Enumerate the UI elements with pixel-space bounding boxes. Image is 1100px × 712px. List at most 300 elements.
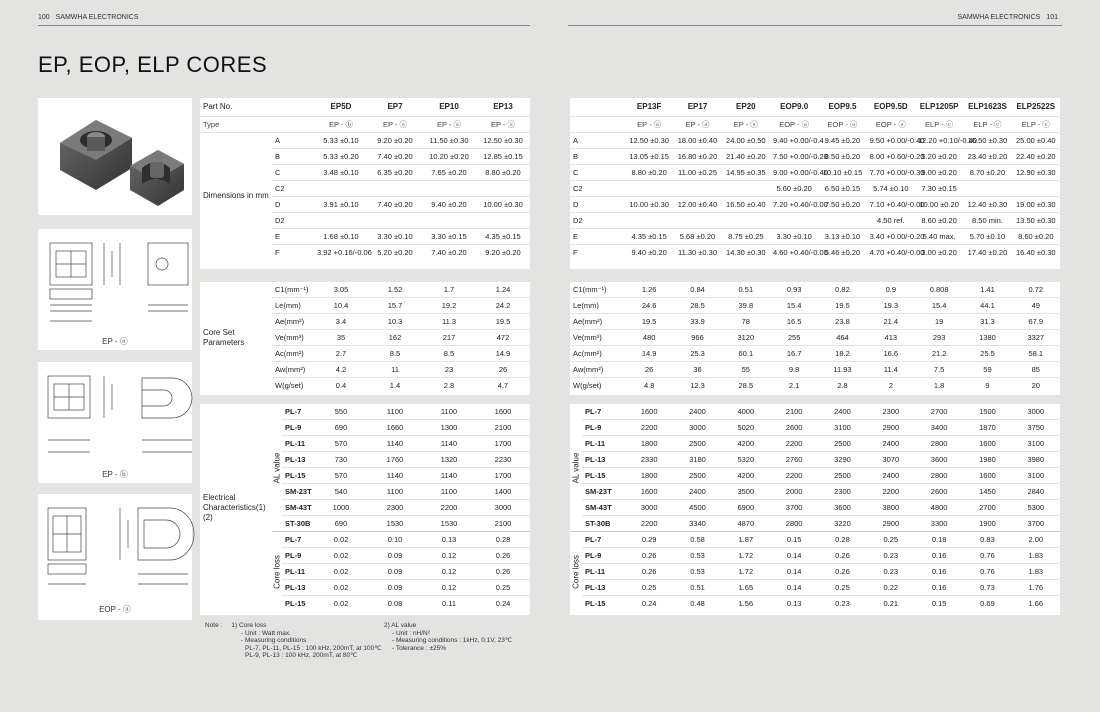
core-param-value: 15.4 xyxy=(915,298,963,314)
al-value: 2100 xyxy=(770,404,818,420)
dimension-value: 11.00 ±0.25 xyxy=(673,164,721,180)
al-value: 1400 xyxy=(476,484,530,500)
dimension-value: 5.74 ±0.10 xyxy=(867,180,915,196)
al-value: 3000 xyxy=(625,500,673,516)
core-param-value: 0.72 xyxy=(1012,282,1060,298)
core-param-row xyxy=(570,298,1060,314)
dimension-value: 12.20 +0.10/-0.40 xyxy=(915,132,963,148)
core-param-row xyxy=(570,362,1060,378)
dimension-value: 8.80 ±0.20 xyxy=(476,164,530,180)
dimension-value xyxy=(1012,180,1060,196)
core-loss-value: 2.00 xyxy=(1012,532,1060,548)
drawing-label-ep-a: EP - ⓐ xyxy=(102,337,128,346)
core-param-value: 19.5 xyxy=(818,298,866,314)
note1-line: PL-7, PL-11, PL-15 : 100 kHz, 200mT, at 100℃ xyxy=(245,644,382,652)
al-value: 570 xyxy=(314,468,368,484)
al-value: 1600 xyxy=(476,404,530,420)
core-loss-value: 0.02 xyxy=(314,564,368,580)
dimension-value: 3.30 ±0.10 xyxy=(368,228,422,244)
core-param-key: W(g/set) xyxy=(570,378,625,394)
core-loss-value: 0.02 xyxy=(314,596,368,612)
dimension-value xyxy=(818,212,866,228)
core-param-value: 7.5 xyxy=(915,362,963,378)
al-value: 3600 xyxy=(818,500,866,516)
core-loss-value: 0.25 xyxy=(625,580,673,596)
material-key: PL-9 xyxy=(582,420,625,436)
dimension-value: 7.20 +0.40/-0.00 xyxy=(770,196,818,212)
dimension-value: 7.70 +0.00/-0.30 xyxy=(867,164,915,180)
core-loss-value: 1.66 xyxy=(1012,596,1060,612)
dimension-value: 5.40 max. xyxy=(915,228,963,244)
dimension-value: 3.13 ±0.10 xyxy=(818,228,866,244)
core-param-value: 21.4 xyxy=(867,314,915,330)
al-value: 550 xyxy=(314,404,368,420)
core-param-value: 11.93 xyxy=(818,362,866,378)
part-name: EP13 xyxy=(493,102,513,112)
core-loss-value: 0.18 xyxy=(915,532,963,548)
al-value: 3500 xyxy=(722,484,770,500)
core-param-value: 0.9 xyxy=(867,282,915,298)
dimension-value xyxy=(673,180,721,196)
core-loss-value: 0.73 xyxy=(963,580,1011,596)
material-key: PL-15 xyxy=(282,596,314,612)
core-param-value: 12.3 xyxy=(673,378,721,394)
core-loss-row xyxy=(570,548,1060,564)
dimension-value: 11.30 ±0.30 xyxy=(673,244,721,260)
material-key: SM-43T xyxy=(282,500,314,516)
al-value: 1600 xyxy=(625,404,673,420)
left-page-header xyxy=(38,14,530,26)
al-value: 3180 xyxy=(673,452,721,468)
core-param-value: 8.5 xyxy=(368,346,422,362)
core-loss-value: 0.76 xyxy=(963,548,1011,564)
dimension-value: 19.00 ±0.30 xyxy=(1012,196,1060,212)
core-param-value: 11.3 xyxy=(422,314,476,330)
dimension-key: B xyxy=(570,148,625,164)
dimension-value: 6.50 ±0.15 xyxy=(818,180,866,196)
dimension-value: 5.46 ±0.20 xyxy=(818,244,866,260)
core-loss-value: 0.58 xyxy=(673,532,721,548)
al-value: 690 xyxy=(314,420,368,436)
dimension-value: 1.68 ±0.10 xyxy=(314,228,368,244)
material-key: ST-30B xyxy=(582,516,625,532)
dimension-value xyxy=(476,212,530,228)
dimension-value: 8.70 ±0.20 xyxy=(963,164,1011,180)
dimension-value: 10.20 ±0.20 xyxy=(422,148,476,164)
core-param-value: 49 xyxy=(1012,298,1060,314)
drawing-ep-a xyxy=(38,229,192,350)
al-row xyxy=(570,500,1060,516)
dimension-row xyxy=(570,228,1060,244)
al-value: 1300 xyxy=(422,420,476,436)
al-row xyxy=(570,404,1060,420)
al-row xyxy=(200,404,530,420)
core-param-key: Aw(mm²) xyxy=(272,362,314,378)
core-param-value: 4.7 xyxy=(476,378,530,394)
core-param-value: 11 xyxy=(368,362,422,378)
core-loss-value: 0.53 xyxy=(673,564,721,580)
dimension-value xyxy=(422,212,476,228)
al-row xyxy=(570,468,1060,484)
part-name: EP20 xyxy=(736,102,756,112)
core-param-row xyxy=(570,314,1060,330)
dimension-value: 3.00 ±0.20 xyxy=(915,244,963,260)
dimension-row xyxy=(570,180,1060,196)
al-value: 2400 xyxy=(867,468,915,484)
al-value: 2330 xyxy=(625,452,673,468)
al-value: 3000 xyxy=(673,420,721,436)
core-loss-label-cell xyxy=(272,532,282,612)
core-loss-value: 0.10 xyxy=(368,532,422,548)
type-cell: EP - ⓐ xyxy=(368,116,422,132)
core-param-key: Ve(mm³) xyxy=(570,330,625,346)
dimension-value: 7.40 ±0.20 xyxy=(368,196,422,212)
drawing-label-eop-a: EOP - ⓐ xyxy=(99,605,131,614)
dimension-value: 8.00 +0.60/-0.20 xyxy=(867,148,915,164)
dimension-value: 11.50 ±0.30 xyxy=(422,132,476,148)
electrical-group-label: Electrical Characteristics(1)(2) xyxy=(200,404,272,612)
note-al-value xyxy=(384,622,512,652)
material-key: PL-9 xyxy=(282,548,314,564)
type-cell: EP - ⓐ xyxy=(722,116,770,132)
al-value-label-cell xyxy=(570,404,582,532)
material-key: PL-11 xyxy=(582,436,625,452)
note2-line: - Tolerance : ±25% xyxy=(392,644,447,652)
dimension-value xyxy=(770,212,818,228)
core-param-value: 2.1 xyxy=(770,378,818,394)
core-param-value: 0.82 xyxy=(818,282,866,298)
dimension-key: F xyxy=(570,244,625,260)
al-row xyxy=(570,484,1060,500)
core-param-value: 15.7 xyxy=(368,298,422,314)
core-param-key: Ac(mm²) xyxy=(272,346,314,362)
dimension-value xyxy=(314,212,368,228)
al-value: 1100 xyxy=(422,484,476,500)
core-param-key: Le(mm) xyxy=(570,298,625,314)
al-value: 3800 xyxy=(867,500,915,516)
al-value: 4800 xyxy=(915,500,963,516)
core-param-value: 16.6 xyxy=(867,346,915,362)
note2-line: - Unit : nH/N² xyxy=(392,629,430,637)
al-row xyxy=(570,516,1060,532)
al-value: 2600 xyxy=(770,420,818,436)
al-value: 1900 xyxy=(963,516,1011,532)
core-param-value: 14.9 xyxy=(476,346,530,362)
core-param-key: Ac(mm²) xyxy=(570,346,625,362)
core-param-value: 162 xyxy=(368,330,422,346)
core-param-value: 2.8 xyxy=(818,378,866,394)
type-cell: EP - ⓐ xyxy=(422,116,476,132)
material-key: PL-15 xyxy=(582,596,625,612)
dimension-value: 5.33 ±0.10 xyxy=(314,132,368,148)
al-value: 2840 xyxy=(1012,484,1060,500)
drawing-ep-b xyxy=(38,362,192,483)
core-loss-value: 0.26 xyxy=(818,548,866,564)
al-value: 4870 xyxy=(722,516,770,532)
al-value: 3070 xyxy=(867,452,915,468)
dimension-value: 7.30 ±0.15 xyxy=(915,180,963,196)
dimension-key: E xyxy=(272,228,314,244)
drawing-eop-a xyxy=(38,494,192,620)
dimension-value: 8.60 ±0.20 xyxy=(1012,228,1060,244)
al-value: 2300 xyxy=(818,484,866,500)
core-loss-value: 0.12 xyxy=(422,564,476,580)
material-key: PL-7 xyxy=(282,404,314,420)
al-value: 1800 xyxy=(625,468,673,484)
dimension-key: D xyxy=(272,196,314,212)
core-loss-value: 0.26 xyxy=(625,564,673,580)
dimension-key: D xyxy=(570,196,625,212)
core-loss-label-cell xyxy=(570,532,582,612)
core-param-value: 10.3 xyxy=(368,314,422,330)
core-param-key: C1(mm⁻¹) xyxy=(272,282,314,298)
core-param-value: 3327 xyxy=(1012,330,1060,346)
part-name: EP10 xyxy=(439,102,459,112)
type-cell: EP - ⓐ xyxy=(673,116,721,132)
dimension-key: C2 xyxy=(272,180,314,196)
al-value: 2760 xyxy=(770,452,818,468)
material-key: PL-13 xyxy=(582,452,625,468)
dimension-row xyxy=(570,132,1060,148)
page-number-right: 101 xyxy=(1046,14,1058,21)
al-value: 3000 xyxy=(476,500,530,516)
dimension-value xyxy=(476,180,530,196)
core-loss-value: 0.29 xyxy=(625,532,673,548)
al-value: 2800 xyxy=(770,516,818,532)
dimension-value: 3.91 ±0.10 xyxy=(314,196,368,212)
al-value: 3300 xyxy=(915,516,963,532)
type-cell: EP - ⓐ xyxy=(625,116,673,132)
part-name: EP7 xyxy=(387,102,403,112)
al-value: 2230 xyxy=(476,452,530,468)
dimension-value: 12.90 ±0.30 xyxy=(1012,164,1060,180)
core-param-value: 23.8 xyxy=(818,314,866,330)
core-param-value: 28.5 xyxy=(673,298,721,314)
al-value: 2400 xyxy=(673,404,721,420)
dimension-value: 5.70 ±0.10 xyxy=(963,228,1011,244)
core-loss-value: 1.87 xyxy=(722,532,770,548)
core-loss-value: 0.76 xyxy=(963,564,1011,580)
dimension-value: 4.35 ±0.15 xyxy=(476,228,530,244)
al-value: 1700 xyxy=(476,468,530,484)
al-value: 2200 xyxy=(625,516,673,532)
dimension-value: 16.40 ±0.30 xyxy=(1012,244,1060,260)
core-param-value: 16.5 xyxy=(770,314,818,330)
dimension-value: 10.00 ±0.20 xyxy=(915,196,963,212)
dimension-value: 9.20 ±0.20 xyxy=(368,132,422,148)
page-number-left: 100 xyxy=(38,14,50,21)
core-loss-value: 0.25 xyxy=(476,580,530,596)
dimension-value xyxy=(368,212,422,228)
type-cell: EP - ⓐ xyxy=(476,116,530,132)
dimension-value: 18.00 ±0.40 xyxy=(673,132,721,148)
core-param-row xyxy=(200,282,530,298)
dimension-value: 3.92 +0.16/-0.06 xyxy=(314,244,368,260)
al-value: 570 xyxy=(314,436,368,452)
core-param-key: Aw(mm²) xyxy=(570,362,625,378)
dimension-row xyxy=(570,212,1060,228)
left-dimensions-block xyxy=(200,98,530,269)
material-key: PL-13 xyxy=(582,580,625,596)
core-loss-value: 0.53 xyxy=(673,548,721,564)
dimension-value: 8.80 ±0.20 xyxy=(625,164,673,180)
core-loss-value: 1.76 xyxy=(1012,580,1060,596)
al-value: 2800 xyxy=(915,468,963,484)
dimensions-group-label: Dimensions in mm xyxy=(200,132,272,260)
core-loss-value: 0.09 xyxy=(368,580,422,596)
dimension-row xyxy=(200,132,530,148)
al-value: 3340 xyxy=(673,516,721,532)
dimension-value: 16.50 ±0.40 xyxy=(722,196,770,212)
al-value: 1600 xyxy=(963,468,1011,484)
type-cell: EOP - ⓐ xyxy=(818,116,866,132)
core-param-value: 1.41 xyxy=(963,282,1011,298)
core-param-value: 0.808 xyxy=(915,282,963,298)
al-value: 5020 xyxy=(722,420,770,436)
material-key: PL-7 xyxy=(582,404,625,420)
core-param-value: 2.7 xyxy=(314,346,368,362)
dimension-value: 22.40 ±0.20 xyxy=(1012,148,1060,164)
core-param-row xyxy=(570,378,1060,394)
type-cell: ELP - ⓒ xyxy=(963,116,1011,132)
core-loss-value: 1.56 xyxy=(722,596,770,612)
core-param-value: 23 xyxy=(422,362,476,378)
core-loss-value: 1.83 xyxy=(1012,548,1060,564)
al-value-label: AL value xyxy=(571,452,581,483)
core-loss-value: 0.28 xyxy=(476,532,530,548)
part-name: EOP9.5D xyxy=(873,102,908,112)
core-param-value: 1.26 xyxy=(625,282,673,298)
dimension-value: 3.30 ±0.10 xyxy=(770,228,818,244)
dimension-value: 4.60 +0.40/-0.00 xyxy=(770,244,818,260)
material-key: PL-11 xyxy=(582,564,625,580)
al-value: 2200 xyxy=(422,500,476,516)
material-key: SM-43T xyxy=(582,500,625,516)
dimension-value: 10.00 ±0.30 xyxy=(625,196,673,212)
al-value: 1320 xyxy=(422,452,476,468)
dimension-value xyxy=(422,180,476,196)
al-value: 730 xyxy=(314,452,368,468)
dimension-value xyxy=(314,180,368,196)
part-no-label: Part No. xyxy=(203,102,233,112)
al-value: 3100 xyxy=(1012,436,1060,452)
core-param-value: 2.8 xyxy=(422,378,476,394)
core-param-value: 55 xyxy=(722,362,770,378)
part-name: ELP1205P xyxy=(919,102,959,112)
al-value: 1140 xyxy=(422,436,476,452)
core-loss-value: 0.13 xyxy=(422,532,476,548)
core-param-key: Ae(mm²) xyxy=(570,314,625,330)
dimension-value: 9.40 ±0.20 xyxy=(625,244,673,260)
al-value: 4200 xyxy=(722,436,770,452)
core-param-key: Le(mm) xyxy=(272,298,314,314)
core-loss-value: 0.16 xyxy=(915,548,963,564)
al-value: 3100 xyxy=(818,420,866,436)
dimension-value: 12.85 ±0.15 xyxy=(476,148,530,164)
core-loss-value: 1.83 xyxy=(1012,564,1060,580)
dimension-value: 7.50 ±0.20 xyxy=(818,196,866,212)
core-loss-value: 0.23 xyxy=(867,548,915,564)
core-loss-value: 0.28 xyxy=(818,532,866,548)
al-value: 2900 xyxy=(867,516,915,532)
dimension-value: 5.68 ±0.20 xyxy=(673,228,721,244)
dimension-value: 14.30 ±0.30 xyxy=(722,244,770,260)
core-param-value: 39.8 xyxy=(722,298,770,314)
al-value: 2700 xyxy=(915,404,963,420)
core-param-value: 18.2 xyxy=(818,346,866,362)
al-value: 2800 xyxy=(915,436,963,452)
dimension-value: 17.40 ±0.20 xyxy=(963,244,1011,260)
core-param-value: 480 xyxy=(625,330,673,346)
core-param-value: 3.4 xyxy=(314,314,368,330)
core-loss-value: 0.26 xyxy=(818,564,866,580)
right-dimensions-block xyxy=(570,98,1060,269)
part-name: ELP2522S xyxy=(1016,102,1056,112)
core-product-photo xyxy=(38,98,192,215)
dimension-row xyxy=(570,164,1060,180)
core-param-value: 9 xyxy=(963,378,1011,394)
core-param-value: 966 xyxy=(673,330,721,346)
dimension-value: 9.40 +0.00/-0.4 xyxy=(770,132,818,148)
dimension-value: 9.45 ±0.20 xyxy=(818,132,866,148)
part-name: EOP9.5 xyxy=(828,102,857,112)
type-cell: EOP - ⓐ xyxy=(867,116,915,132)
al-value: 1000 xyxy=(314,500,368,516)
material-key: PL-15 xyxy=(582,468,625,484)
core-param-value: 21.2 xyxy=(915,346,963,362)
al-value: 2100 xyxy=(476,516,530,532)
core-loss-value: 0.25 xyxy=(867,532,915,548)
core-loss-value: 0.02 xyxy=(314,580,368,596)
left-header-row xyxy=(200,98,530,116)
core-param-value: 16.7 xyxy=(770,346,818,362)
dimension-value xyxy=(625,180,673,196)
core-param-value: 1.8 xyxy=(915,378,963,394)
core-loss-value: 0.24 xyxy=(476,596,530,612)
dimension-value xyxy=(625,212,673,228)
note2-line: - Measuring conditions : 1kHz, 0.1V, 23℃ xyxy=(392,637,513,644)
core-loss-value: 0.23 xyxy=(818,596,866,612)
company-name-left: SAMWHA ELECTRONICS xyxy=(55,14,139,21)
dimension-key: C xyxy=(570,164,625,180)
core-loss-value: 1.72 xyxy=(722,564,770,580)
dimension-value: 7.50 +0.00/-0.20 xyxy=(770,148,818,164)
material-key: PL-7 xyxy=(582,532,625,548)
al-value: 1140 xyxy=(368,468,422,484)
al-value: 3700 xyxy=(1012,516,1060,532)
core-loss-value: 0.08 xyxy=(368,596,422,612)
al-value: 2500 xyxy=(818,436,866,452)
material-key: PL-13 xyxy=(282,580,314,596)
dimension-value: 4.50 ref. xyxy=(867,212,915,228)
core-param-value: 44.1 xyxy=(963,298,1011,314)
dimension-value: 7.10 +0.40/-0.00 xyxy=(867,196,915,212)
dimension-row xyxy=(570,244,1060,260)
core-param-value: 217 xyxy=(422,330,476,346)
al-value: 1140 xyxy=(368,436,422,452)
core-param-value: 1.24 xyxy=(476,282,530,298)
core-param-value: 28.5 xyxy=(722,378,770,394)
material-key: PL-9 xyxy=(582,548,625,564)
dimension-key: D2 xyxy=(272,212,314,228)
core-param-value: 11.4 xyxy=(867,362,915,378)
material-key: PL-13 xyxy=(282,452,314,468)
drawing-label-ep-b: EP - ⓑ xyxy=(102,470,128,479)
al-value: 1800 xyxy=(625,436,673,452)
al-value: 3980 xyxy=(1012,452,1060,468)
core-param-value: 0.51 xyxy=(722,282,770,298)
core-param-value: 67.9 xyxy=(1012,314,1060,330)
